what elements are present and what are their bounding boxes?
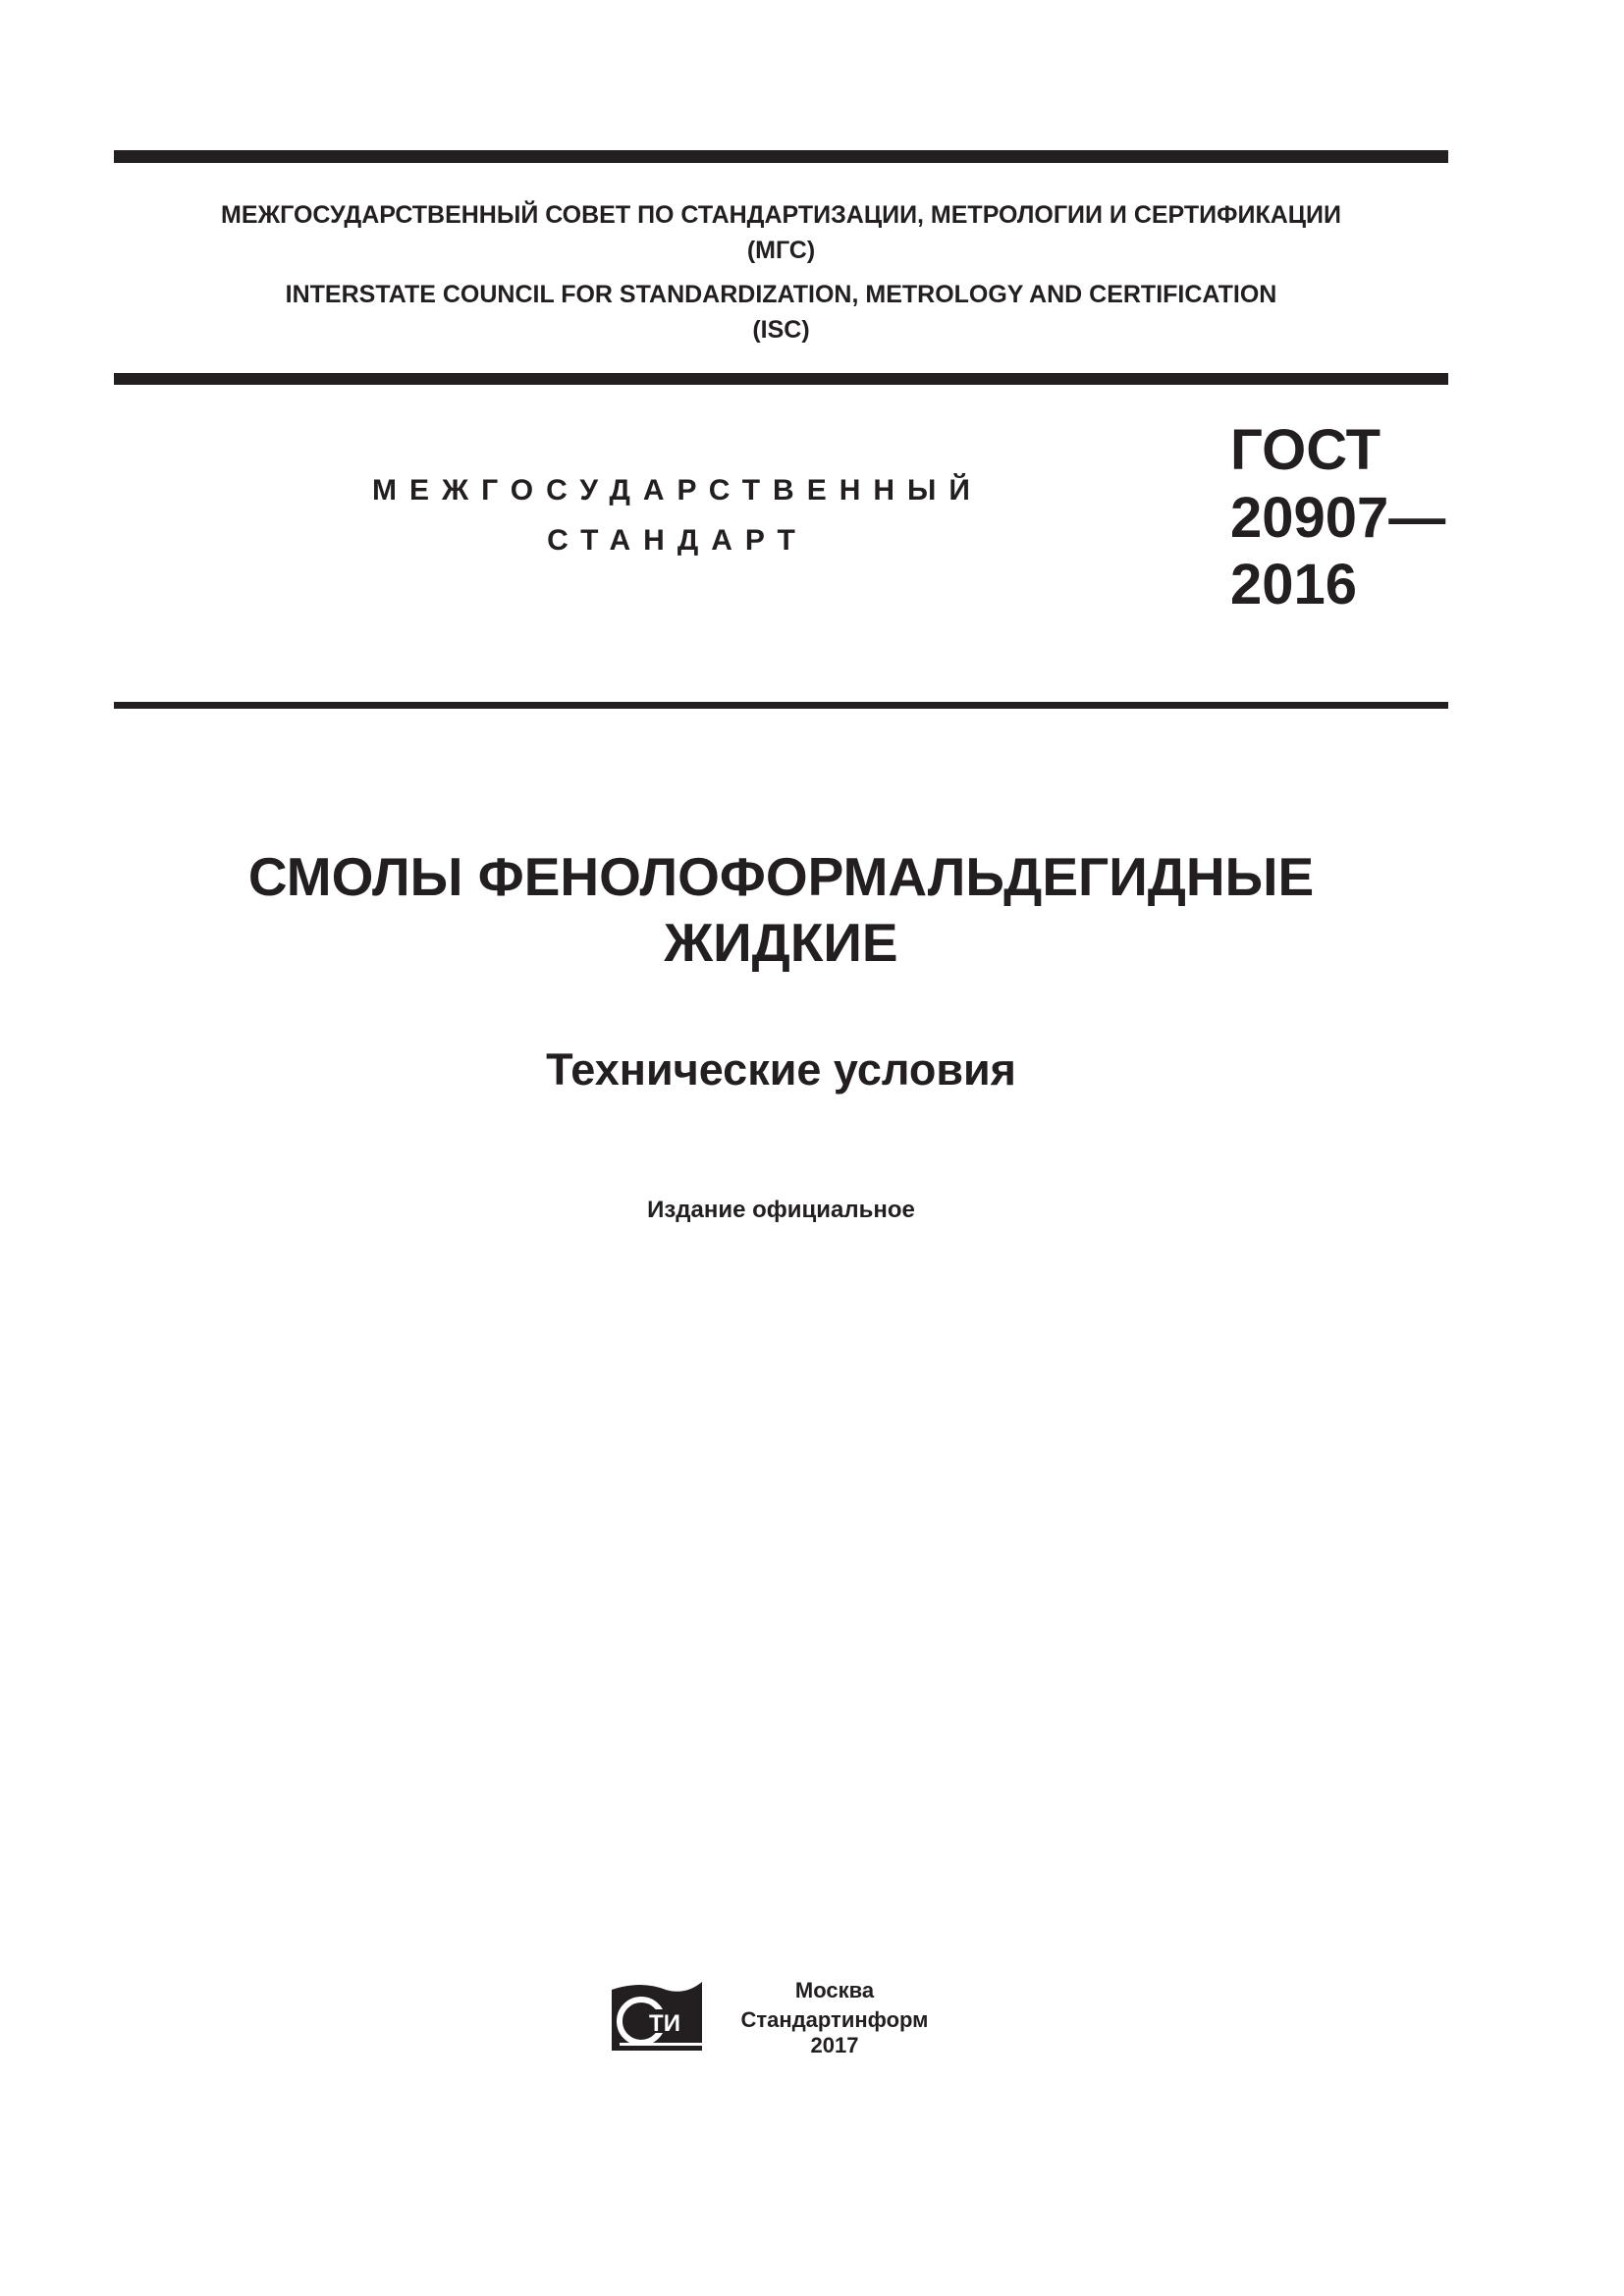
top-rule [114, 150, 1448, 163]
council-en-abbr: (ISC) [752, 316, 810, 344]
gost-year: 2016 [1230, 553, 1358, 616]
gost-label: ГОСТ [1230, 418, 1381, 482]
standard-type-line2: СТАНДАРТ [547, 524, 808, 557]
document-subtitle: Технические условия [546, 1044, 1016, 1095]
standartinform-logo [612, 1980, 705, 2055]
council-en: INTERSTATE COUNCIL FOR STANDARDIZATION, METROLOGY AND CERTIFICATION [285, 281, 1277, 308]
publisher-year: 2017 [810, 2033, 859, 2057]
council-ru-abbr: (МГС) [746, 237, 816, 264]
document-title-line2: ЖИДКИЕ [664, 912, 898, 973]
bottom-rule [114, 702, 1448, 709]
council-ru: МЕЖГОСУДАРСТВЕННЫЙ СОВЕТ ПО СТАНДАРТИЗАЦИИ, МЕТРОЛОГИИ И СЕРТИФИКАЦИИ [221, 201, 1341, 229]
publisher-name: Стандартинформ [740, 2007, 929, 2032]
svg-text:ТИ: ТИ [649, 2010, 680, 2037]
gost-number: 20907— [1230, 486, 1446, 550]
publisher-city: Москва [794, 1978, 875, 2002]
edition-note: Издание официальное [647, 1197, 915, 1223]
middle-rule [114, 373, 1448, 385]
standard-type-line1: МЕЖГОСУДАРСТВЕННЫЙ [372, 474, 983, 507]
document-title-line1: СМОЛЫ ФЕНОЛОФОРМАЛЬДЕГИДНЫЕ [247, 846, 1315, 907]
